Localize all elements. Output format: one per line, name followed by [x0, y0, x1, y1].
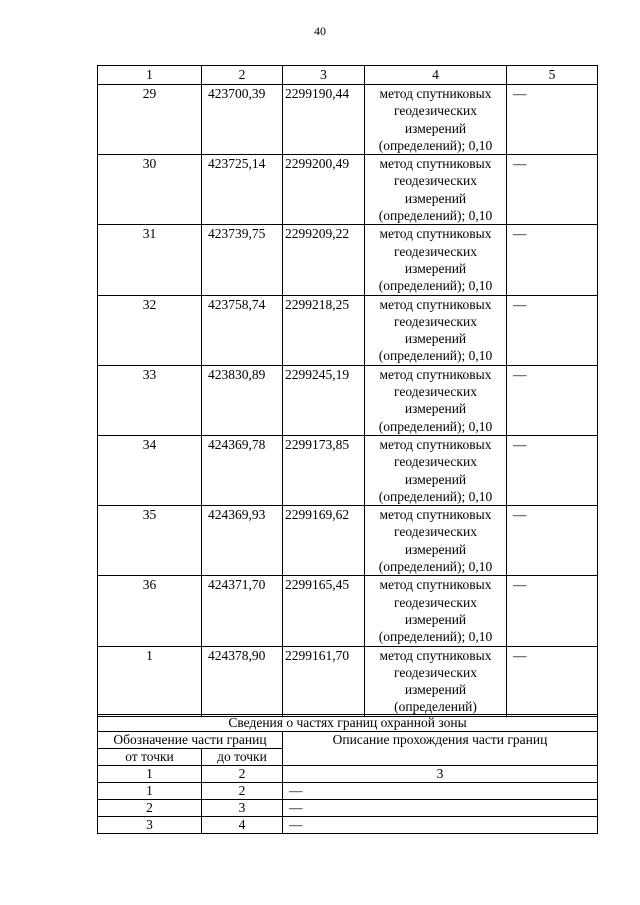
table-title-row — [98, 715, 598, 732]
to-point: 4 — [202, 817, 283, 834]
y-coordinate: 2299200,49 — [283, 155, 365, 225]
description-header: Описание прохождения части границ — [283, 732, 598, 766]
y-coordinate: 2299190,44 — [283, 85, 365, 155]
x-coordinate: 424369,93 — [202, 506, 283, 576]
y-coordinate: 2299209,22 — [283, 225, 365, 295]
x-coordinate: 423758,74 — [202, 295, 283, 365]
point-number: 29 — [98, 85, 202, 155]
table-row — [98, 817, 598, 834]
method-line: метод спутниковых — [379, 647, 492, 663]
numbering-row — [98, 766, 598, 783]
point-number: 33 — [98, 365, 202, 435]
method-line: измерений — [404, 401, 467, 417]
method-line: измерений — [404, 611, 467, 627]
method-line: геодезических — [394, 243, 477, 259]
method-line: (определений); 0,10 — [378, 488, 493, 504]
x-coordinate: 424378,90 — [202, 646, 283, 716]
method-cell — [365, 295, 507, 365]
method-line: геодезических — [394, 594, 477, 610]
designation-header: Обозначение части границ — [98, 732, 283, 749]
note-cell: — — [507, 225, 598, 295]
table-header-row — [98, 732, 598, 749]
column-number: 1 — [98, 766, 202, 783]
method-cell — [365, 435, 507, 505]
method-line: геодезических — [394, 664, 477, 680]
method-line: метод спутниковых — [379, 366, 492, 382]
point-number: 1 — [98, 646, 202, 716]
note-cell: — — [507, 85, 598, 155]
column-header: 1 — [98, 66, 202, 85]
part-description: — — [283, 817, 598, 834]
method-line: метод спутниковых — [379, 577, 492, 593]
column-number: 2 — [202, 766, 283, 783]
note-cell: — — [507, 506, 598, 576]
table-header-row — [98, 66, 598, 85]
method-cell — [365, 225, 507, 295]
x-coordinate: 423739,75 — [202, 225, 283, 295]
method-line: (определений); 0,10 — [378, 418, 493, 434]
table-row — [98, 800, 598, 817]
y-coordinate: 2299218,25 — [283, 295, 365, 365]
point-number: 32 — [98, 295, 202, 365]
method-line: (определений); 0,10 — [378, 137, 493, 153]
from-point-header: от точки — [98, 749, 202, 766]
method-cell — [365, 646, 507, 716]
y-coordinate: 2299165,45 — [283, 576, 365, 646]
method-line: измерений — [404, 260, 467, 276]
column-header: 5 — [507, 66, 598, 85]
method-line: метод спутниковых — [379, 436, 492, 452]
method-line: измерений — [404, 190, 467, 206]
to-point-header: до точки — [202, 749, 283, 766]
column-header: 3 — [283, 66, 365, 85]
method-line: (определений); 0,10 — [378, 559, 493, 575]
method-cell — [365, 365, 507, 435]
table-row — [98, 225, 598, 295]
method-cell — [365, 85, 507, 155]
coordinates-table — [97, 65, 598, 717]
note-cell: — — [507, 295, 598, 365]
table-row — [98, 783, 598, 800]
table-row — [98, 506, 598, 576]
column-number: 3 — [283, 766, 598, 783]
note-cell: — — [507, 576, 598, 646]
y-coordinate: 2299173,85 — [283, 435, 365, 505]
from-point: 2 — [98, 800, 202, 817]
method-line: измерений — [404, 331, 467, 347]
method-line: (определений) — [394, 699, 477, 715]
x-coordinate: 424369,78 — [202, 435, 283, 505]
method-line: геодезических — [394, 173, 477, 189]
y-coordinate: 2299169,62 — [283, 506, 365, 576]
x-coordinate: 423830,89 — [202, 365, 283, 435]
note-cell: — — [507, 155, 598, 225]
method-line: (определений); 0,10 — [378, 348, 493, 364]
table-row — [98, 295, 598, 365]
method-cell — [365, 155, 507, 225]
page-number: 40 — [314, 24, 326, 38]
x-coordinate: 423700,39 — [202, 85, 283, 155]
table-row — [98, 365, 598, 435]
method-line: метод спутниковых — [379, 507, 492, 523]
method-line: (определений); 0,10 — [378, 208, 493, 224]
from-point: 1 — [98, 783, 202, 800]
method-line: геодезических — [394, 103, 477, 119]
to-point: 2 — [202, 783, 283, 800]
method-line: геодезических — [394, 384, 477, 400]
note-cell: — — [507, 646, 598, 716]
x-coordinate: 423725,14 — [202, 155, 283, 225]
point-number: 30 — [98, 155, 202, 225]
note-cell: — — [507, 365, 598, 435]
method-line: геодезических — [394, 524, 477, 540]
note-cell: — — [507, 435, 598, 505]
method-line: (определений); 0,10 — [378, 278, 493, 294]
point-number: 31 — [98, 225, 202, 295]
table-row — [98, 435, 598, 505]
method-line: измерений — [404, 541, 467, 557]
point-number: 36 — [98, 576, 202, 646]
method-cell — [365, 576, 507, 646]
method-line: геодезических — [394, 313, 477, 329]
point-number: 34 — [98, 435, 202, 505]
method-line: метод спутниковых — [379, 86, 492, 101]
from-point: 3 — [98, 817, 202, 834]
method-line: метод спутниковых — [379, 156, 492, 172]
method-line: (определений); 0,10 — [378, 629, 493, 645]
part-description: — — [283, 800, 598, 817]
method-line: измерений — [404, 471, 467, 487]
y-coordinate: 2299161,70 — [283, 646, 365, 716]
boundary-parts-table — [97, 714, 598, 834]
method-line: метод спутниковых — [379, 296, 492, 312]
to-point: 3 — [202, 800, 283, 817]
y-coordinate: 2299245,19 — [283, 365, 365, 435]
table-title: Сведения о частях границ охранной зоны — [98, 715, 598, 732]
table-row — [98, 85, 598, 155]
column-header: 2 — [202, 66, 283, 85]
method-cell — [365, 506, 507, 576]
method-line: измерений — [404, 120, 467, 136]
table-row — [98, 576, 598, 646]
part-description: — — [283, 783, 598, 800]
table-row — [98, 155, 598, 225]
column-header: 4 — [365, 66, 507, 85]
table-row — [98, 646, 598, 716]
method-line: геодезических — [394, 454, 477, 470]
method-line: измерений — [404, 682, 467, 698]
point-number: 35 — [98, 506, 202, 576]
method-line: метод спутниковых — [379, 226, 492, 242]
x-coordinate: 424371,70 — [202, 576, 283, 646]
